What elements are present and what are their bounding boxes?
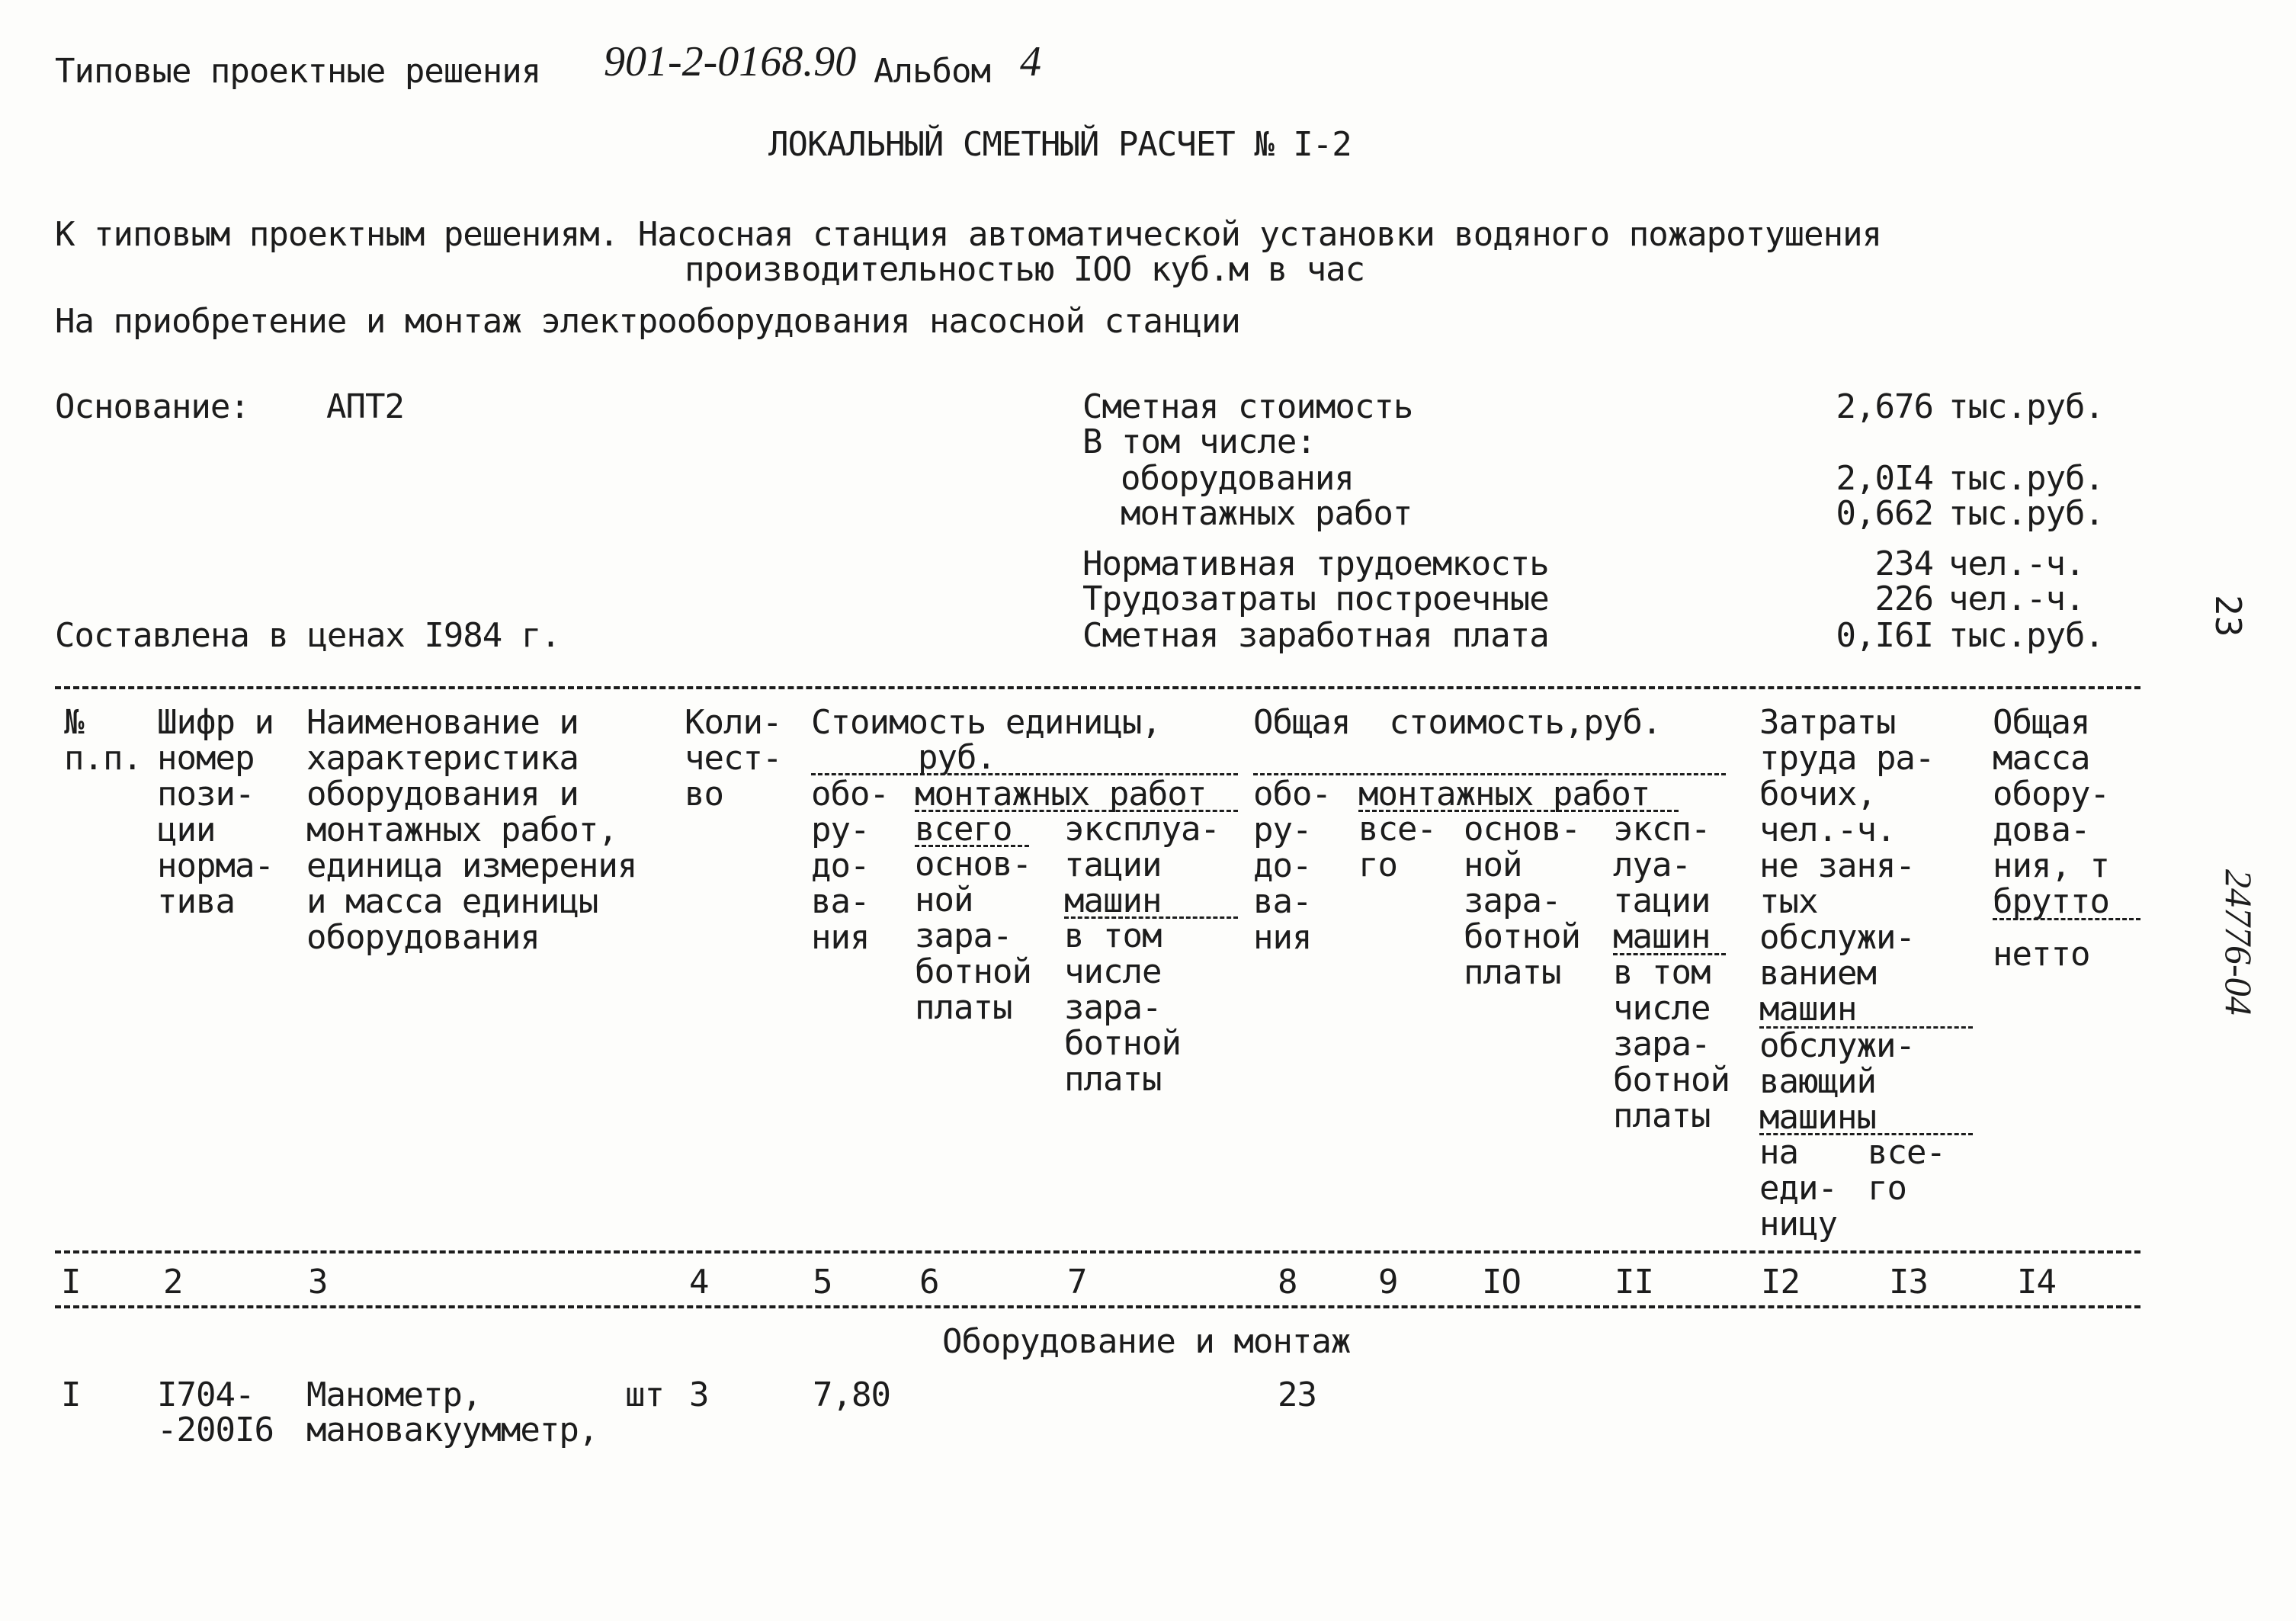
labor-site-unit: чел.-ч. — [1948, 579, 2085, 618]
column-number: 5 — [813, 1263, 832, 1302]
installation-value: 0,662 — [1836, 494, 1933, 533]
table-top-rule — [55, 686, 2140, 689]
mass-bottom: нетто — [1993, 935, 2090, 974]
document-title: ЛОКАЛЬНЫЙ СМЕТНЫЙ РАСЧЕТ № I-2 — [768, 125, 1352, 164]
series-label: Типовые проектные решения — [55, 52, 541, 91]
column-number: 4 — [689, 1263, 709, 1302]
col-8-header: обо- ру- до- ва- ния — [1253, 775, 1331, 957]
col-1-header: № п.п. — [64, 703, 142, 778]
col-7-bottom: в том числе зара- ботной платы — [1064, 916, 1181, 1099]
wage-unit: тыс.руб. — [1948, 616, 2104, 655]
col-10-header: основ- ной зара- ботной платы — [1464, 810, 1580, 992]
equipment-label: оборудования — [1121, 459, 1354, 498]
total-cost-title: Общая стоимость,руб. — [1253, 703, 1662, 742]
unit-install-title: монтажных работ — [915, 775, 1207, 814]
album-label: Альбом — [874, 52, 990, 91]
wage-value: 0,I6I — [1836, 616, 1933, 655]
wage-label: Сметная заработная плата — [1082, 616, 1549, 655]
row-code: I704- — [157, 1375, 255, 1414]
labor-site-label: Трудозатраты построечные — [1082, 579, 1549, 618]
estimate-cost-value: 2,676 — [1836, 387, 1933, 426]
column-number: IO — [1482, 1263, 1521, 1302]
col-9-header: все- го — [1358, 810, 1436, 884]
unit-cost-unit: руб. — [918, 738, 996, 777]
labor-block-mid: обслужи- вающий машины — [1759, 1026, 1915, 1137]
column-number: 7 — [1067, 1263, 1087, 1302]
col-6-bottom: основ- ной зара- ботной платы — [915, 845, 1031, 1027]
col-5-header: обо- ру- до- ва- ния — [811, 775, 889, 957]
col-3-header: Наименование и характеристика оборудования и монтажных работ, единица измерения и масса единицы оборудования — [306, 703, 637, 957]
column-number: 2 — [163, 1263, 183, 1302]
column-number: 8 — [1278, 1263, 1297, 1302]
row-code-cont: -200I6 — [157, 1411, 274, 1449]
row-name: Манометр, — [306, 1375, 482, 1414]
basis-label: Основание: — [55, 387, 249, 426]
row-unit: шт — [625, 1375, 664, 1414]
purpose-line: На приобретение и монтаж электрооборудования насосной станции — [55, 302, 1240, 341]
row-total-equipment-cost: 23 — [1278, 1375, 1316, 1414]
col-2-header: Шифр и номер пози- ции норма- тива — [157, 703, 274, 921]
estimate-cost-unit: тыс.руб. — [1948, 387, 2104, 426]
labor-norm-value: 234 — [1874, 544, 1933, 583]
column-number: I4 — [2017, 1263, 2056, 1302]
doc-code: 24776-04 — [2217, 869, 2260, 1016]
column-number: 9 — [1378, 1263, 1398, 1302]
row-unit-equipment-cost: 7,80 — [813, 1375, 890, 1414]
total-install-title: монтажных работ — [1358, 775, 1650, 814]
labor-block-top: Затраты труда ра- бочих, чел.-ч. не заня- тых обслужи- ванием машин — [1759, 703, 1935, 1029]
col-13-header: все- го — [1868, 1133, 1945, 1208]
subject-line-1: К типовым проектным решениям. Насосная станция автоматической установки водяного пожаротушения — [55, 215, 1882, 254]
labor-norm-unit: чел.-ч. — [1948, 544, 2085, 583]
installation-label: монтажных работ — [1121, 494, 1413, 533]
column-number: 6 — [919, 1263, 939, 1302]
including-label: В том числе: — [1082, 422, 1316, 461]
header-bottom-rule — [55, 1250, 2140, 1253]
col-4-header: Коли- чест- во — [685, 703, 782, 814]
installation-unit: тыс.руб. — [1948, 494, 2104, 533]
prices-note: Составлена в ценах I984 г. — [55, 616, 560, 655]
col-11-bottom: в том числе зара- ботной платы — [1613, 953, 1730, 1135]
column-number: I3 — [1889, 1263, 1928, 1302]
labor-site-value: 226 — [1874, 579, 1933, 618]
row-name-cont: мановакуумметр, — [306, 1411, 598, 1449]
basis-value: АПТ2 — [326, 387, 404, 426]
column-number: I2 — [1761, 1263, 1800, 1302]
equipment-unit: тыс.руб. — [1948, 459, 2104, 498]
album-number: 4 — [1020, 38, 1041, 85]
column-numbers-rule — [55, 1305, 2140, 1308]
mass-top: Общая масса обору- дова- ния, т брутто — [1993, 703, 2109, 921]
col-12-header: на еди- ницу — [1759, 1133, 1837, 1244]
page-number: 23 — [2208, 595, 2249, 637]
col-11-top: эксп- луа- тации машин — [1613, 810, 1711, 956]
column-number: 3 — [308, 1263, 328, 1302]
series-number: 901-2-0168.90 — [604, 38, 857, 85]
equipment-value: 2,0I4 — [1836, 459, 1933, 498]
column-number: I — [61, 1263, 81, 1302]
labor-norm-label: Нормативная трудоемкость — [1082, 544, 1549, 583]
row-quantity: 3 — [689, 1375, 709, 1414]
col-6-top: всего — [915, 810, 1012, 849]
estimate-cost-label: Сметная стоимость — [1082, 387, 1413, 426]
unit-cost-title: Стоимость единицы, — [811, 703, 1161, 742]
row-number: I — [61, 1375, 81, 1414]
column-number: II — [1615, 1263, 1653, 1302]
subject-line-2: производительностью IOO куб.м в час — [685, 250, 1365, 289]
section-title: Оборудование и монтаж — [942, 1322, 1351, 1361]
col-7-top: эксплуа- тации машин — [1064, 810, 1220, 920]
